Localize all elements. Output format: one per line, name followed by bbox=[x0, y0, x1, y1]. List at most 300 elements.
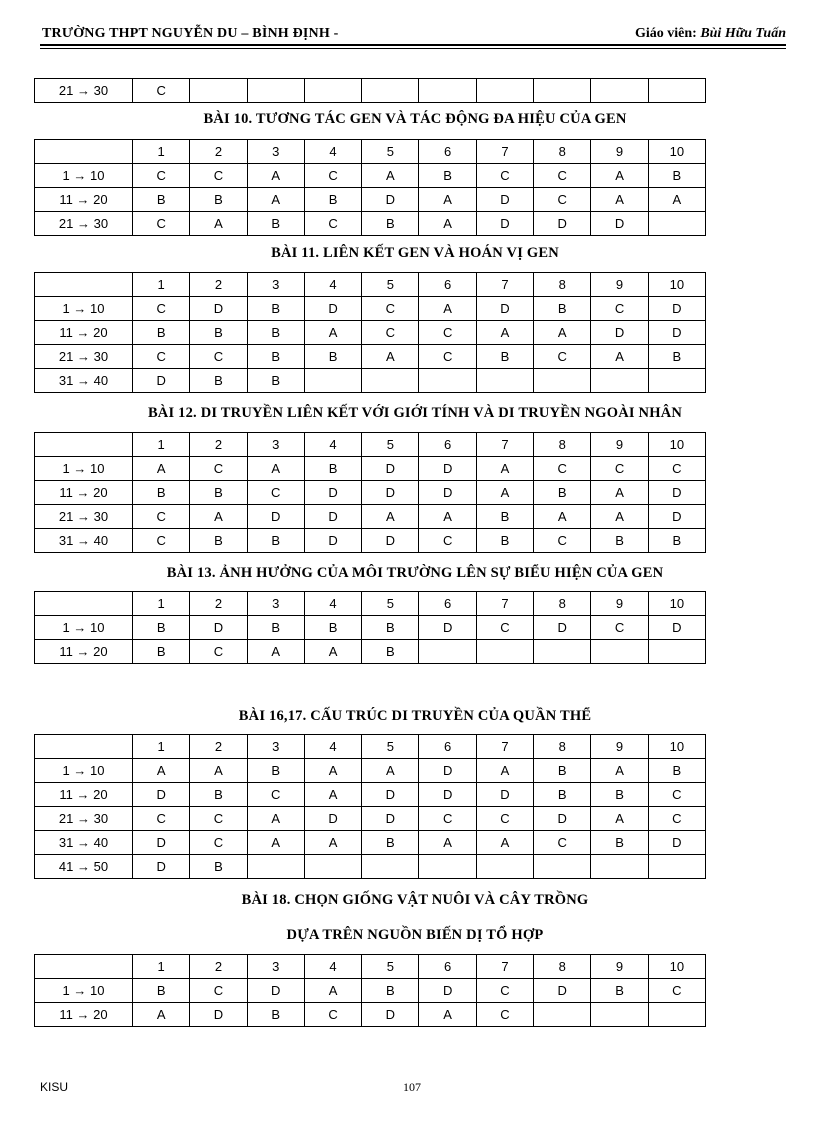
answer-cell: B bbox=[304, 457, 361, 481]
section-subtitle: DỰA TRÊN NGUỒN BIẾN DỊ TỔ HỢP bbox=[286, 927, 544, 943]
answer-cell: A bbox=[476, 481, 533, 505]
answer-cell: B bbox=[304, 616, 361, 640]
answer-cell: D bbox=[247, 979, 304, 1003]
table-header-row bbox=[35, 592, 706, 616]
question-number: 6 bbox=[419, 140, 476, 164]
question-number: 10 bbox=[648, 735, 705, 759]
answer-cell bbox=[247, 79, 304, 103]
answer-cell bbox=[247, 855, 304, 879]
section-title: BÀI 18. CHỌN GIỐNG VẬT NUÔI VÀ CÂY TRỒNG bbox=[241, 892, 589, 908]
answer-cell bbox=[362, 855, 419, 879]
question-number: 6 bbox=[419, 592, 476, 616]
question-number: 9 bbox=[591, 140, 648, 164]
answer-cell bbox=[534, 640, 591, 664]
row-range-label: 1 → 10 bbox=[35, 616, 133, 640]
table-row bbox=[35, 481, 706, 505]
answer-cell bbox=[648, 855, 705, 879]
table-header-row bbox=[35, 433, 706, 457]
row-range-label bbox=[35, 735, 133, 759]
answer-cell: B bbox=[534, 783, 591, 807]
section-title: BÀI 10. TƯƠNG TÁC GEN VÀ TÁC ĐỘNG ĐA HIỆU CỦA GEN bbox=[203, 111, 627, 127]
answer-cell bbox=[476, 369, 533, 393]
answer-cell: C bbox=[476, 616, 533, 640]
answer-cell: C bbox=[190, 979, 247, 1003]
answer-table bbox=[34, 272, 706, 393]
teacher-info bbox=[635, 26, 786, 42]
page-number: 107 bbox=[403, 1080, 421, 1094]
question-number: 2 bbox=[190, 140, 247, 164]
answer-cell: C bbox=[190, 807, 247, 831]
answer-cell: C bbox=[648, 807, 705, 831]
answer-cell bbox=[476, 855, 533, 879]
answer-cell: C bbox=[190, 164, 247, 188]
answer-cell: C bbox=[419, 529, 476, 553]
answer-cell: C bbox=[476, 1003, 533, 1027]
table-row bbox=[35, 321, 706, 345]
answer-cell: C bbox=[190, 345, 247, 369]
answer-cell: B bbox=[247, 616, 304, 640]
answer-cell: A bbox=[304, 640, 361, 664]
answer-cell: B bbox=[133, 188, 190, 212]
answer-cell: A bbox=[419, 212, 476, 236]
row-range-label: 21 → 30 bbox=[35, 79, 133, 103]
answer-cell: A bbox=[247, 457, 304, 481]
answer-cell: C bbox=[190, 831, 247, 855]
answer-cell: B bbox=[190, 855, 247, 879]
answer-cell: B bbox=[648, 345, 705, 369]
answer-cell: A bbox=[591, 505, 648, 529]
answer-cell bbox=[591, 79, 648, 103]
table-row bbox=[35, 297, 706, 321]
row-range-label: 1 → 10 bbox=[35, 164, 133, 188]
question-number: 1 bbox=[133, 140, 190, 164]
answer-cell: B bbox=[362, 212, 419, 236]
answer-cell: C bbox=[133, 807, 190, 831]
answer-table bbox=[34, 139, 706, 236]
question-number: 10 bbox=[648, 592, 705, 616]
answer-cell: B bbox=[476, 529, 533, 553]
table-row bbox=[35, 188, 706, 212]
row-range-label: 11 → 20 bbox=[35, 321, 133, 345]
answer-cell: B bbox=[247, 212, 304, 236]
question-number: 3 bbox=[247, 273, 304, 297]
answer-cell: A bbox=[247, 164, 304, 188]
answer-cell: B bbox=[362, 979, 419, 1003]
answer-cell: B bbox=[190, 783, 247, 807]
table-row bbox=[35, 783, 706, 807]
table-header-row bbox=[35, 273, 706, 297]
answer-cell: B bbox=[247, 321, 304, 345]
question-number: 3 bbox=[247, 735, 304, 759]
answer-cell bbox=[534, 1003, 591, 1027]
answer-cell: A bbox=[648, 188, 705, 212]
answer-cell: A bbox=[476, 759, 533, 783]
answer-cell bbox=[304, 855, 361, 879]
answer-cell: D bbox=[648, 616, 705, 640]
answer-cell: B bbox=[133, 481, 190, 505]
answer-cell: B bbox=[534, 297, 591, 321]
answer-cell bbox=[648, 640, 705, 664]
answer-cell: A bbox=[534, 505, 591, 529]
answer-cell: B bbox=[304, 188, 361, 212]
question-number: 3 bbox=[247, 433, 304, 457]
header-rule bbox=[40, 44, 786, 46]
question-number: 8 bbox=[534, 273, 591, 297]
answer-cell bbox=[362, 79, 419, 103]
answer-cell: D bbox=[534, 979, 591, 1003]
table-row bbox=[35, 831, 706, 855]
school-name: TRƯỜNG THPT NGUYỄN DU – BÌNH ĐỊNH - bbox=[42, 26, 339, 41]
row-range-label: 11 → 20 bbox=[35, 1003, 133, 1027]
row-range-label: 21 → 30 bbox=[35, 807, 133, 831]
question-number: 5 bbox=[362, 273, 419, 297]
table-row bbox=[35, 164, 706, 188]
answer-cell: D bbox=[362, 807, 419, 831]
question-number: 1 bbox=[133, 273, 190, 297]
answer-cell: B bbox=[133, 979, 190, 1003]
table-row bbox=[35, 616, 706, 640]
answer-cell bbox=[648, 79, 705, 103]
row-range-label: 11 → 20 bbox=[35, 640, 133, 664]
answer-cell: A bbox=[304, 979, 361, 1003]
answer-cell: D bbox=[419, 481, 476, 505]
answer-cell: D bbox=[419, 616, 476, 640]
question-number: 7 bbox=[476, 433, 533, 457]
answer-cell bbox=[591, 1003, 648, 1027]
row-range-label: 31 → 40 bbox=[35, 369, 133, 393]
answer-cell: D bbox=[591, 212, 648, 236]
answer-cell bbox=[648, 369, 705, 393]
answer-cell: D bbox=[419, 979, 476, 1003]
answer-cell: D bbox=[190, 1003, 247, 1027]
answer-cell: A bbox=[419, 831, 476, 855]
answer-cell bbox=[648, 212, 705, 236]
table-row bbox=[35, 855, 706, 879]
answer-cell: D bbox=[534, 212, 591, 236]
answer-cell: B bbox=[534, 759, 591, 783]
answer-cell: D bbox=[304, 529, 361, 553]
answer-cell bbox=[591, 369, 648, 393]
question-number: 9 bbox=[591, 735, 648, 759]
page-header bbox=[40, 22, 786, 52]
answer-cell: D bbox=[133, 855, 190, 879]
answer-cell: B bbox=[648, 529, 705, 553]
answer-cell: C bbox=[133, 164, 190, 188]
answer-cell: A bbox=[247, 807, 304, 831]
answer-cell: C bbox=[304, 212, 361, 236]
section-title: BÀI 12. DI TRUYỀN LIÊN KẾT VỚI GIỚI TÍNH VÀ DI TRUYỀN NGOÀI NHÂN bbox=[147, 405, 683, 421]
row-range-label: 21 → 30 bbox=[35, 345, 133, 369]
question-number: 8 bbox=[534, 735, 591, 759]
question-number: 7 bbox=[476, 955, 533, 979]
answer-cell: A bbox=[362, 759, 419, 783]
question-number: 2 bbox=[190, 433, 247, 457]
answer-cell: D bbox=[476, 212, 533, 236]
question-number: 2 bbox=[190, 955, 247, 979]
answer-cell: A bbox=[304, 831, 361, 855]
row-range-label: 11 → 20 bbox=[35, 481, 133, 505]
question-number: 4 bbox=[304, 273, 361, 297]
question-number: 3 bbox=[247, 592, 304, 616]
answer-cell: A bbox=[591, 807, 648, 831]
answer-cell: A bbox=[591, 345, 648, 369]
question-number: 6 bbox=[419, 433, 476, 457]
table-header-row bbox=[35, 955, 706, 979]
answer-cell: A bbox=[476, 831, 533, 855]
answer-cell: D bbox=[648, 481, 705, 505]
question-number: 2 bbox=[190, 273, 247, 297]
answer-cell: C bbox=[419, 345, 476, 369]
row-range-label: 31 → 40 bbox=[35, 831, 133, 855]
answer-cell: B bbox=[476, 345, 533, 369]
question-number: 6 bbox=[419, 273, 476, 297]
answer-cell: C bbox=[648, 979, 705, 1003]
answer-cell: C bbox=[534, 529, 591, 553]
answer-table bbox=[34, 432, 706, 553]
answer-table bbox=[34, 734, 706, 879]
answer-cell: D bbox=[362, 529, 419, 553]
answer-cell: A bbox=[247, 640, 304, 664]
question-number: 4 bbox=[304, 592, 361, 616]
teacher-name: Bùi Hữu Tuấn bbox=[700, 26, 786, 41]
answer-cell: A bbox=[190, 212, 247, 236]
answer-cell: B bbox=[591, 783, 648, 807]
answer-cell: D bbox=[362, 481, 419, 505]
answer-cell bbox=[304, 79, 361, 103]
answer-cell: D bbox=[476, 188, 533, 212]
answer-cell: B bbox=[648, 164, 705, 188]
answer-cell: B bbox=[362, 616, 419, 640]
answer-cell: A bbox=[419, 1003, 476, 1027]
answer-cell: A bbox=[419, 505, 476, 529]
answer-cell: B bbox=[190, 529, 247, 553]
answer-cell: C bbox=[133, 297, 190, 321]
answer-cell: C bbox=[591, 457, 648, 481]
question-number: 7 bbox=[476, 140, 533, 164]
answer-cell: B bbox=[133, 321, 190, 345]
answer-cell: B bbox=[190, 481, 247, 505]
answer-cell: C bbox=[133, 345, 190, 369]
answer-cell: C bbox=[133, 212, 190, 236]
table-header-row bbox=[35, 735, 706, 759]
answer-cell: B bbox=[304, 345, 361, 369]
question-number: 1 bbox=[133, 735, 190, 759]
answer-cell: B bbox=[133, 616, 190, 640]
answer-cell: C bbox=[648, 457, 705, 481]
question-number: 5 bbox=[362, 955, 419, 979]
answer-cell: B bbox=[247, 297, 304, 321]
answer-cell bbox=[534, 855, 591, 879]
question-number: 4 bbox=[304, 735, 361, 759]
question-number: 10 bbox=[648, 273, 705, 297]
row-range-label: 31 → 40 bbox=[35, 529, 133, 553]
question-number: 5 bbox=[362, 735, 419, 759]
question-number: 5 bbox=[362, 433, 419, 457]
answer-cell: C bbox=[419, 807, 476, 831]
answer-cell: D bbox=[133, 831, 190, 855]
answer-cell bbox=[304, 369, 361, 393]
answer-cell: D bbox=[419, 783, 476, 807]
answer-cell: B bbox=[190, 188, 247, 212]
answer-cell: A bbox=[133, 457, 190, 481]
question-number: 1 bbox=[133, 592, 190, 616]
answer-cell: B bbox=[247, 345, 304, 369]
answer-cell: C bbox=[591, 616, 648, 640]
answer-cell: D bbox=[304, 297, 361, 321]
answer-cell: A bbox=[362, 164, 419, 188]
answer-cell: C bbox=[133, 505, 190, 529]
question-number: 9 bbox=[591, 273, 648, 297]
row-range-label: 21 → 30 bbox=[35, 212, 133, 236]
answer-cell: C bbox=[534, 345, 591, 369]
answer-cell: A bbox=[247, 831, 304, 855]
answer-cell: D bbox=[648, 831, 705, 855]
answer-cell: B bbox=[190, 369, 247, 393]
answer-cell: A bbox=[591, 759, 648, 783]
question-number: 4 bbox=[304, 140, 361, 164]
answer-cell: D bbox=[534, 807, 591, 831]
answer-cell: D bbox=[362, 1003, 419, 1027]
row-range-label: 11 → 20 bbox=[35, 783, 133, 807]
answer-cell: A bbox=[190, 759, 247, 783]
answer-cell: D bbox=[247, 505, 304, 529]
answer-cell: C bbox=[534, 188, 591, 212]
answer-cell: A bbox=[476, 321, 533, 345]
question-number: 4 bbox=[304, 955, 361, 979]
question-number: 6 bbox=[419, 955, 476, 979]
row-range-label: 1 → 10 bbox=[35, 457, 133, 481]
row-range-label bbox=[35, 273, 133, 297]
answer-cell: D bbox=[648, 505, 705, 529]
question-number: 1 bbox=[133, 433, 190, 457]
answer-cell: A bbox=[304, 759, 361, 783]
answer-cell: C bbox=[133, 529, 190, 553]
question-number: 4 bbox=[304, 433, 361, 457]
answer-cell: C bbox=[534, 831, 591, 855]
answer-cell: D bbox=[534, 616, 591, 640]
table-row bbox=[35, 979, 706, 1003]
answer-cell: C bbox=[362, 321, 419, 345]
answer-cell: D bbox=[133, 369, 190, 393]
row-range-label bbox=[35, 955, 133, 979]
answer-cell: C bbox=[247, 481, 304, 505]
answer-cell: C bbox=[476, 979, 533, 1003]
answer-cell: D bbox=[304, 505, 361, 529]
teacher-label: Giáo viên: bbox=[634, 26, 697, 41]
question-number: 8 bbox=[534, 433, 591, 457]
answer-cell bbox=[419, 79, 476, 103]
answer-cell: A bbox=[476, 457, 533, 481]
question-number: 10 bbox=[648, 140, 705, 164]
answer-cell: A bbox=[133, 759, 190, 783]
answer-cell bbox=[591, 640, 648, 664]
section-title: BÀI 11. LIÊN KẾT GEN VÀ HOÁN VỊ GEN bbox=[271, 245, 559, 261]
answer-cell bbox=[591, 855, 648, 879]
answer-cell: A bbox=[304, 321, 361, 345]
table-row bbox=[35, 212, 706, 236]
answer-cell: C bbox=[133, 79, 190, 103]
answer-cell bbox=[419, 640, 476, 664]
answer-cell: D bbox=[304, 807, 361, 831]
answer-cell bbox=[419, 369, 476, 393]
answer-cell: D bbox=[190, 616, 247, 640]
answer-cell: C bbox=[419, 321, 476, 345]
answer-cell bbox=[476, 79, 533, 103]
answer-cell: C bbox=[190, 457, 247, 481]
header-rule-thin bbox=[40, 48, 786, 49]
question-number: 2 bbox=[190, 592, 247, 616]
answer-cell: A bbox=[190, 505, 247, 529]
row-range-label: 11 → 20 bbox=[35, 188, 133, 212]
answer-table bbox=[34, 78, 706, 103]
answer-cell bbox=[419, 855, 476, 879]
table-row bbox=[35, 457, 706, 481]
answer-cell: D bbox=[362, 783, 419, 807]
answer-cell bbox=[534, 79, 591, 103]
answer-cell: B bbox=[362, 640, 419, 664]
question-number: 3 bbox=[247, 955, 304, 979]
answer-cell: A bbox=[362, 505, 419, 529]
answer-cell: C bbox=[648, 783, 705, 807]
answer-cell: D bbox=[648, 321, 705, 345]
table-row bbox=[35, 807, 706, 831]
answer-cell: B bbox=[133, 640, 190, 664]
section-title: BÀI 16,17. CẤU TRÚC DI TRUYỀN CỦA QUẦN THỂ bbox=[238, 708, 592, 724]
answer-cell: A bbox=[304, 783, 361, 807]
answer-table bbox=[34, 954, 706, 1027]
answer-cell bbox=[648, 1003, 705, 1027]
answer-cell: D bbox=[304, 481, 361, 505]
answer-cell: D bbox=[476, 297, 533, 321]
answer-cell: B bbox=[534, 481, 591, 505]
question-number: 8 bbox=[534, 955, 591, 979]
answer-cell: B bbox=[247, 759, 304, 783]
answer-cell bbox=[190, 79, 247, 103]
answer-cell: B bbox=[247, 529, 304, 553]
answer-table bbox=[34, 591, 706, 664]
question-number: 5 bbox=[362, 140, 419, 164]
row-range-label: 41 → 50 bbox=[35, 855, 133, 879]
answer-cell: D bbox=[362, 188, 419, 212]
answer-cell: B bbox=[362, 831, 419, 855]
question-number: 9 bbox=[591, 592, 648, 616]
question-number: 8 bbox=[534, 592, 591, 616]
table-row bbox=[35, 1003, 706, 1027]
table-row bbox=[35, 529, 706, 553]
answer-cell: C bbox=[591, 297, 648, 321]
answer-cell: D bbox=[591, 321, 648, 345]
answer-cell: D bbox=[190, 297, 247, 321]
answer-cell: D bbox=[133, 783, 190, 807]
answer-cell: B bbox=[591, 831, 648, 855]
answer-cell: C bbox=[362, 297, 419, 321]
question-number: 7 bbox=[476, 735, 533, 759]
answer-cell: C bbox=[476, 807, 533, 831]
answer-cell: A bbox=[247, 188, 304, 212]
question-number: 6 bbox=[419, 735, 476, 759]
answer-cell: C bbox=[247, 783, 304, 807]
answer-cell: C bbox=[304, 164, 361, 188]
question-number: 9 bbox=[591, 433, 648, 457]
answer-cell: C bbox=[534, 457, 591, 481]
table-header-row bbox=[35, 140, 706, 164]
answer-cell: C bbox=[534, 164, 591, 188]
question-number: 9 bbox=[591, 955, 648, 979]
answer-cell: B bbox=[247, 1003, 304, 1027]
answer-cell: B bbox=[648, 759, 705, 783]
answer-cell bbox=[534, 369, 591, 393]
question-number: 3 bbox=[247, 140, 304, 164]
